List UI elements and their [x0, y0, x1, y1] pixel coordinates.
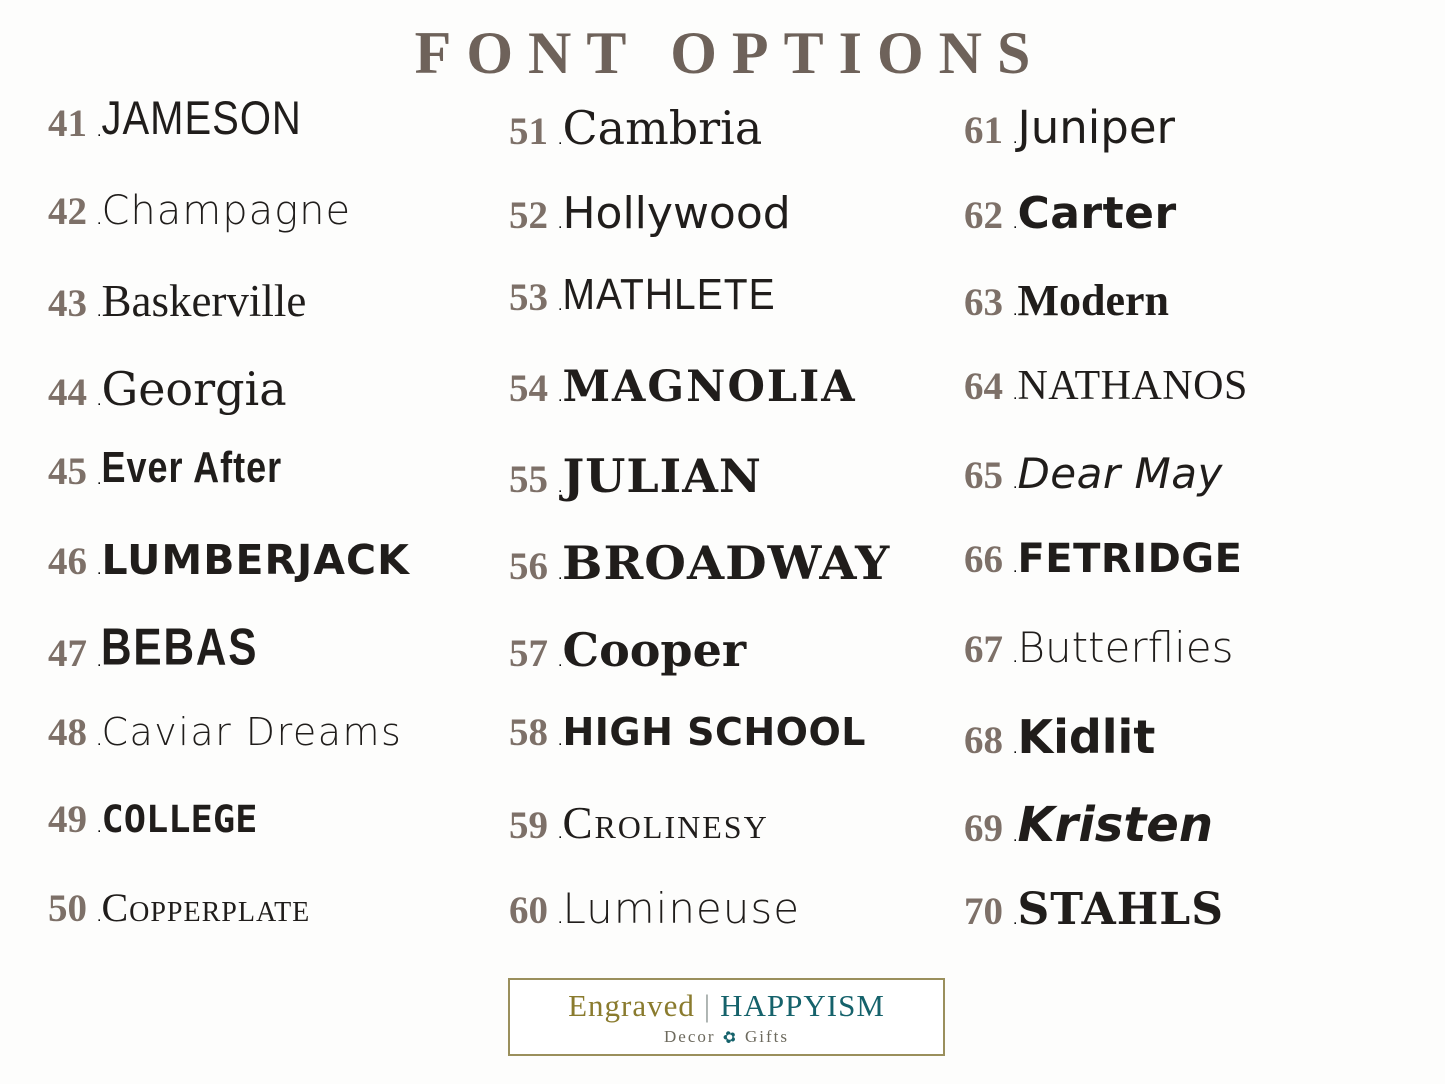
- font-option-name: FETRIDGE: [1017, 536, 1243, 582]
- font-option-row: [48, 884, 495, 971]
- brand-name-second: HAPPYISM: [720, 987, 885, 1023]
- font-option-number: 70: [964, 890, 1003, 933]
- font-option-number: 54: [509, 367, 548, 410]
- font-option-number: 64: [964, 365, 1003, 408]
- font-option-name: BROADWAY: [562, 536, 891, 590]
- font-option-name: MAGNOLIA: [562, 362, 857, 412]
- font-option-name: NATHANOS: [1017, 363, 1248, 409]
- font-option-name: STAHLS: [1017, 884, 1224, 935]
- font-option-number-dot: .: [558, 479, 563, 496]
- font-option-number: 47: [48, 632, 87, 675]
- font-option-number: 48: [48, 711, 87, 754]
- font-option-number: 44: [48, 371, 87, 414]
- font-option-name: Butterflies: [1017, 623, 1234, 672]
- font-option-number-dot: .: [558, 910, 563, 927]
- font-option-number: 41: [48, 102, 87, 145]
- font-option-row: [48, 536, 495, 623]
- font-option-name: MATHLETE: [562, 270, 776, 319]
- font-option-row: [48, 710, 495, 797]
- brand-logo-primary: [568, 988, 885, 1024]
- font-option-number-dot: .: [97, 561, 102, 578]
- font-list-columns: [0, 92, 1445, 971]
- font-option-number: 68: [964, 719, 1003, 762]
- font-option-number-dot: .: [558, 653, 563, 670]
- font-option-number-dot: .: [97, 732, 102, 749]
- font-option-row: [509, 623, 956, 710]
- font-option-number: 59: [509, 804, 548, 847]
- brand-logo-tagline: [664, 1027, 789, 1047]
- brand-logo: [508, 978, 945, 1056]
- font-option-number: 62: [964, 194, 1003, 237]
- font-option-row: [964, 797, 1411, 884]
- font-option-number: 55: [509, 458, 548, 501]
- font-option-number-dot: .: [97, 392, 102, 409]
- font-option-row: [964, 623, 1411, 710]
- brand-name-first: Engraved: [568, 987, 695, 1023]
- font-option-row: [964, 362, 1411, 449]
- font-option-name: HIGH SCHOOL: [562, 710, 866, 754]
- font-option-name: Baskerville: [101, 276, 307, 326]
- font-option-row: [964, 449, 1411, 536]
- font-option-row: [509, 449, 956, 536]
- font-option-row: [509, 270, 956, 362]
- font-option-row: [964, 188, 1411, 275]
- font-column-1: [34, 92, 495, 971]
- font-option-number: 43: [48, 282, 87, 325]
- font-option-name: Kristen: [1017, 797, 1214, 853]
- font-option-number-dot: .: [97, 653, 102, 670]
- font-option-name: JAMESON: [101, 92, 302, 145]
- font-option-number-dot: .: [97, 123, 102, 140]
- font-option-row: [509, 536, 956, 623]
- font-option-number: 49: [48, 798, 87, 841]
- font-option-name: BEBAS: [101, 617, 259, 676]
- font-option-number-dot: .: [558, 215, 563, 232]
- font-option-row: [964, 275, 1411, 362]
- font-option-row: [509, 710, 956, 797]
- font-option-row: [509, 101, 956, 188]
- font-option-row: [48, 362, 495, 449]
- font-option-name: Kidlit: [1017, 710, 1156, 764]
- font-option-number: 53: [509, 276, 548, 319]
- font-option-number-dot: .: [1013, 386, 1018, 403]
- font-option-name: Modern: [1017, 276, 1169, 325]
- font-option-number: 50: [48, 887, 87, 930]
- font-option-name: Carter: [1017, 188, 1177, 239]
- font-option-row: [964, 884, 1411, 971]
- font-option-number: 57: [509, 632, 548, 675]
- font-column-3: [956, 101, 1411, 971]
- font-option-name: Ever After: [101, 442, 283, 492]
- font-option-number-dot: .: [1013, 911, 1018, 928]
- font-option-number-dot: .: [1013, 559, 1018, 576]
- font-option-number-dot: .: [1013, 130, 1018, 147]
- leaf-icon: ✿: [720, 1026, 741, 1048]
- font-option-number-dot: .: [558, 732, 563, 749]
- font-option-row: [964, 536, 1411, 623]
- font-option-row: [964, 710, 1411, 797]
- font-option-number: 60: [509, 889, 548, 932]
- font-option-number: 67: [964, 628, 1003, 671]
- font-option-name: Caviar Dreams: [101, 710, 403, 754]
- font-option-row: [509, 362, 956, 449]
- font-option-name: Georgia: [101, 362, 287, 416]
- font-option-number-dot: .: [558, 131, 563, 148]
- font-option-name: COLLEGE: [101, 798, 258, 841]
- font-option-number-dot: .: [97, 303, 102, 320]
- font-option-number-dot: .: [1013, 475, 1018, 492]
- font-option-number: 45: [48, 450, 87, 493]
- font-option-number-dot: .: [1013, 740, 1018, 757]
- font-option-row: [48, 617, 495, 710]
- font-option-name: Copperplate: [101, 885, 311, 930]
- font-option-row: [509, 188, 956, 275]
- font-option-number-dot: .: [97, 211, 102, 228]
- font-option-number-dot: .: [558, 566, 563, 583]
- font-option-row: [964, 101, 1411, 188]
- font-option-name: Lumineuse: [562, 884, 801, 933]
- font-option-number: 66: [964, 538, 1003, 581]
- font-option-number: 42: [48, 190, 87, 233]
- font-option-row: [48, 797, 495, 884]
- font-option-number-dot: .: [1013, 828, 1018, 845]
- font-option-number-dot: .: [1013, 215, 1018, 232]
- font-column-2: [495, 101, 956, 971]
- font-option-row: [48, 275, 495, 362]
- font-option-name: LUMBERJACK: [101, 536, 410, 584]
- font-option-number: 51: [509, 110, 548, 153]
- font-option-number-dot: .: [97, 908, 102, 925]
- font-option-number-dot: .: [558, 388, 563, 405]
- font-option-number: 69: [964, 807, 1003, 850]
- font-option-name: Cooper: [562, 623, 747, 677]
- tagline-gifts: Gifts: [744, 1026, 789, 1046]
- font-option-row: [509, 797, 956, 884]
- font-option-row: [48, 188, 495, 275]
- font-option-number: 65: [964, 454, 1003, 497]
- font-option-number: 63: [964, 281, 1003, 324]
- font-option-number: 56: [509, 545, 548, 588]
- font-option-number-dot: .: [97, 471, 102, 488]
- font-option-number-dot: .: [558, 297, 563, 314]
- font-option-name: Cambria: [562, 101, 763, 155]
- font-option-name: Crolinesy: [562, 798, 769, 848]
- font-option-number-dot: .: [558, 825, 563, 842]
- font-option-number-dot: .: [1013, 302, 1018, 319]
- font-option-name: Juniper: [1017, 101, 1176, 154]
- brand-separator: |: [703, 987, 712, 1023]
- font-option-number: 52: [509, 194, 548, 237]
- tagline-decor: Decor: [664, 1026, 716, 1046]
- font-option-number-dot: .: [1013, 649, 1018, 666]
- font-option-name: Hollywood: [562, 188, 791, 239]
- font-option-row: [509, 884, 956, 971]
- font-option-name: Champagne: [101, 188, 352, 234]
- font-option-number: 61: [964, 109, 1003, 152]
- font-option-name: Dear May: [1017, 449, 1223, 498]
- font-option-number-dot: .: [97, 819, 102, 836]
- page-title: FONT OPTIONS: [414, 20, 1046, 86]
- font-option-number: 58: [509, 711, 548, 754]
- font-option-name: JULIAN: [562, 449, 762, 503]
- font-option-number: 46: [48, 540, 87, 583]
- font-option-row: [48, 92, 495, 188]
- font-option-row: [48, 442, 495, 536]
